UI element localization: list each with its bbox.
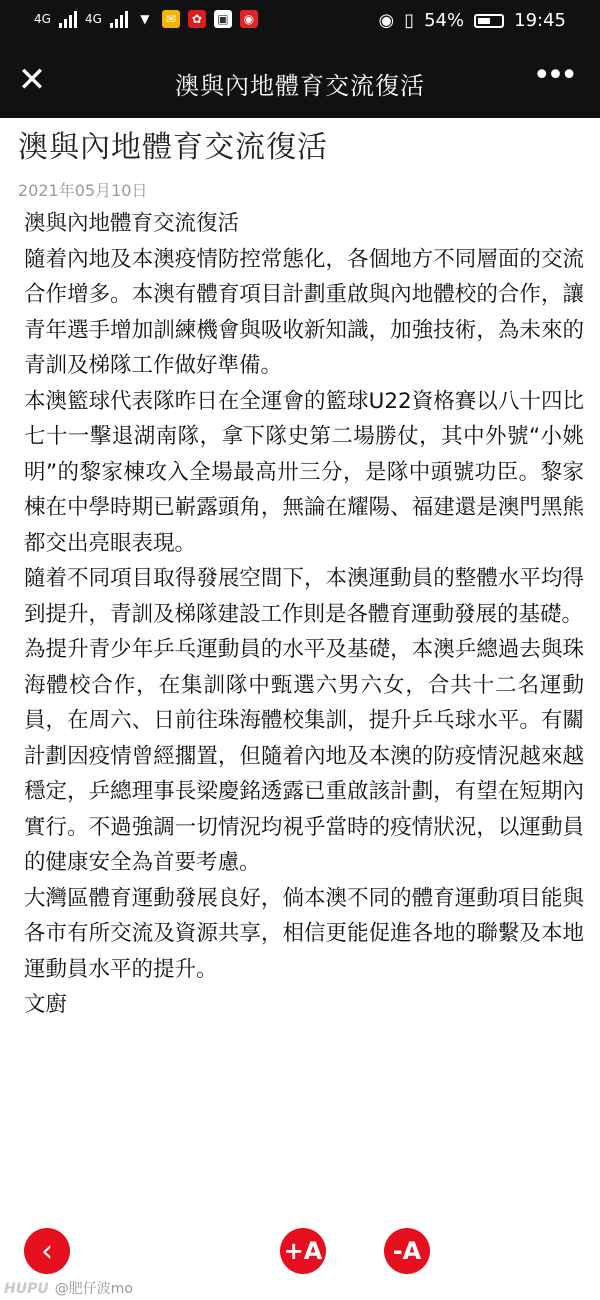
network-label-2: 4G: [84, 12, 102, 26]
back-button[interactable]: [24, 1228, 70, 1274]
eye-icon: ◉: [378, 10, 395, 31]
bag-icon: ▣: [214, 10, 232, 28]
nav-title: 澳與內地體育交流復活: [175, 72, 425, 100]
paragraph: 隨着不同項目取得發展空間下，本澳運動員的整體水平均得到提升，青訓及梯隊建設工作則是各體育運動發展的基礎。: [24, 566, 584, 627]
article-date: 2021年05月10日: [18, 181, 148, 200]
signal-icon-2: [110, 10, 128, 28]
watermark: [4, 1278, 133, 1298]
status-left: [34, 10, 258, 28]
watermark-brand: HUPU: [4, 1281, 49, 1297]
mail-icon: ✉: [162, 10, 180, 28]
font-decrease-button[interactable]: -A: [384, 1228, 430, 1274]
more-icon: •••: [532, 58, 574, 93]
status-bar: [0, 0, 600, 44]
clock: 19:45: [514, 10, 566, 31]
paragraph: 本澳籃球代表隊昨日在全運會的籃球U22資格賽以八十四比七十一擊退湖南隊，拿下隊史第二場勝仗，其中外號“小姚明”的黎家棟攻入全場最高卅三分，是隊中頭號功臣。黎家棟在中學時期已嶄露頭角，無論在耀陽、福建還是澳門黑熊都交出亮眼表現。: [24, 388, 584, 556]
close-icon: ✕: [17, 60, 47, 100]
status-right: [378, 10, 566, 31]
signal-icon: [59, 10, 77, 28]
bank-icon: ◉: [240, 10, 258, 28]
wifi-icon: ▼: [140, 12, 150, 26]
article-body: [24, 206, 584, 1023]
paragraph: 大灣區體育運動發展良好，倘本澳不同的體育運動項目能與各市有所交流及資源共享，相信更能促進各地的聯繫及本地運動員水平的提升。: [24, 885, 584, 982]
paragraph: 澳與內地體育交流復活: [24, 211, 240, 236]
more-button[interactable]: [533, 58, 574, 93]
chevron-left-icon: ‹: [41, 1233, 53, 1269]
battery-percent: 54%: [424, 10, 465, 31]
watermark-user: @肥仔波mo: [54, 1281, 133, 1297]
battery-fill: [478, 18, 490, 24]
paragraph: 隨着內地及本澳疫情防控常態化，各個地方不同層面的交流合作增多。本澳有體育項目計劃重啟與內地體校的合作，讓青年選手增加訓練機會與吸收新知識，加強技術，為未來的青訓及梯隊工作做好準備。: [24, 246, 584, 378]
title-bar: [0, 44, 600, 118]
font-increase-button[interactable]: +A: [280, 1228, 326, 1274]
app-icon: ✿: [188, 10, 206, 28]
network-label-1: 4G: [34, 12, 51, 26]
paragraph: 為提升青少年乒乓運動員的水平及基礎，本澳乒總過去與珠海體校合作，在集訓隊中甄選六男六女，合共十二名運動員，在周六、日前往珠海體校集訓，提升乒乓球水平。有關計劃因疫情曾經擱置，但隨着內地及本澳的防疫情況越來越穩定，乒總理事長梁慶銘透露已重啟該計劃，有望在短期內實行。不過強調一切情況均視乎當時的疫情狀況，以運動員的健康安全為首要考慮。: [24, 637, 584, 875]
article-title: 澳與內地體育交流復活: [18, 130, 328, 165]
author: 文廚: [24, 992, 68, 1017]
battery-icon: [474, 14, 504, 28]
vibrate-icon: ▯: [404, 10, 415, 31]
